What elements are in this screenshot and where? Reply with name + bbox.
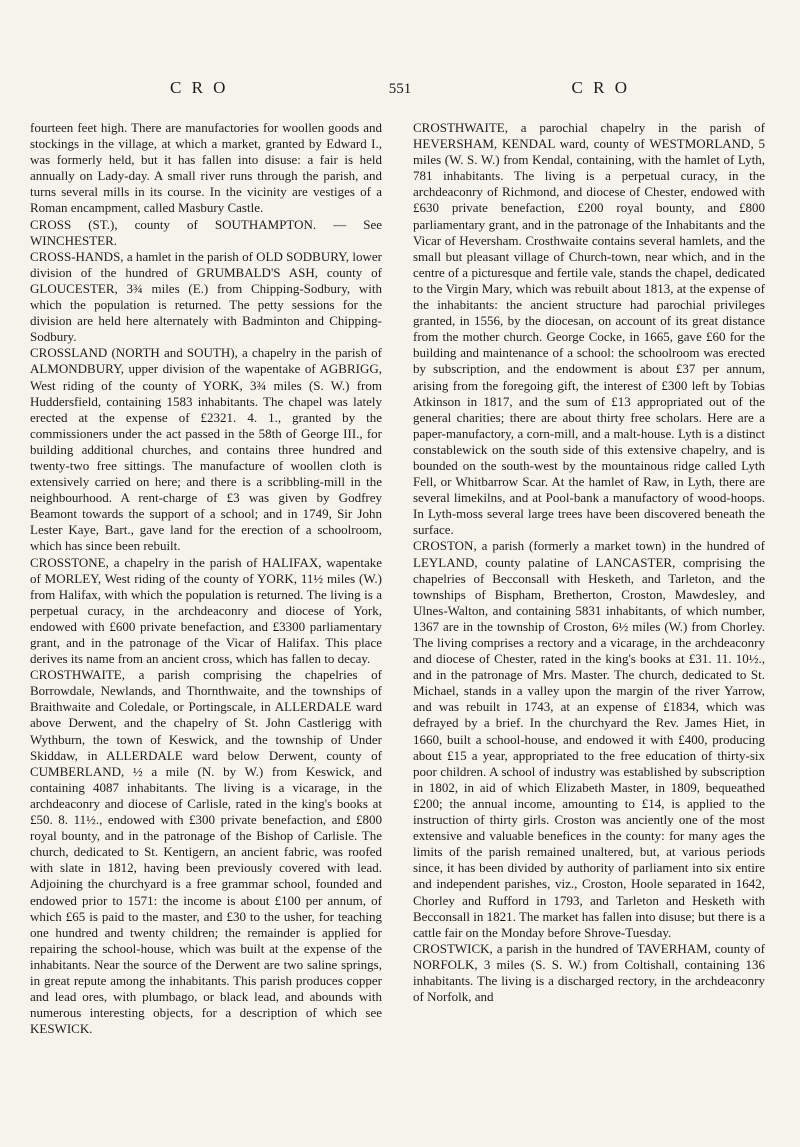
right-entry-2: CROSTON, a parish (formerly a market town) in the hundred of LEYLAND, county palatine of LANCASTER, comprising the chapelries of Becconsall with Hesketh, and Tarleton, and the townships of Bispham, Bretherton, Croston, Mawdesley, and Ulnes-Walton, and containing 5831 inhabitants, of which number, 1367 are in the township of Croston, 6½ miles (W.) from Chorley. The living comprises a rectory and a vicarage, in the archdeaconry and diocese of Chester, rated in the king's books at £31. 11. 10½., and in the patronage of Mrs. Master. The church, dedicated to St. Michael, stands in a valley upon the margin of the river Yarrow, and was rebuilt in 1743, at an expense of £1834, which was defrayed by a brief. In the churchyard the Rev. James Hiet, in 1660, built a school-house, and endowed it with £400, producing about £15 a year, appropriated to the free education of thirty-six poor children. A school of industry was established by subscription in 1802, in aid of which Elizabeth Master, in 1809, bequeathed £200; the annual income, amounting to £14, is applied to the instruction of thirty girls. Croston was anciently one of the most extensive and valuable benefices in the county: for many ages the limits of the parish remained unaltered, but, at various periods since, it has been divided by authority of parliament into six entire and independent parishes, viz., Croston, Hoole separated in 1642, Chorley and Rufford in 1793, and Tarleton and Hesketh with Becconsall in 1821. The market has fallen into disuse; but there is a cattle fair on the Monday before Shrove-Tuesday. <box>413 538 765 940</box>
header-left-word: C R O <box>170 78 229 97</box>
left-entry-1: fourteen feet high. There are manufactories for woollen goods and stockings in the village, at which a market, granted by Edward I., was formerly held, but it has fallen into disuse: a fair is held annually on Lady-day. A small river runs through the parish, and turns several mills in its course. In the vicinity are vestiges of a Roman encampment, called Masbury Castle. <box>30 120 382 216</box>
running-header <box>170 78 630 100</box>
right-entry-3: CROSTWICK, a parish in the hundred of TAVERHAM, county of NORFOLK, 3 miles (S. S. W.) from Coltishall, containing 136 inhabitants. The living is a discharged rectory, in the archdeaconry of Norfolk, and <box>413 940 765 1005</box>
left-column <box>30 120 382 1037</box>
left-entry-3: CROSS-HANDS, a hamlet in the parish of OLD SODBURY, lower division of the hundred of GRUMBALD'S ASH, county of GLOUCESTER, 3¾ miles (E.) from Chipping-Sodbury, with which the population is returned. The petty sessions for the division are held here alternately with Badminton and Chipping-Sodbury. <box>30 248 382 345</box>
right-entry-1: CROSTHWAITE, a parochial chapelry in the parish of HEVERSHAM, KENDAL ward, county of WESTMORLAND, 5 miles (W. S. W.) from Kendal, containing, with the hamlet of Lyth, 781 inhabitants. The living is a perpetual curacy, in the archdeaconry of Richmond, and diocese of Chester, endowed with £630 private benefaction, £200 royal bounty, and £800 parliamentary grant, and in the patronage of the Inhabitants and the Vicar of Heversham. Crosthwaite contains several hamlets, and the small but pleasant village of Church-town, near which, and in the centre of a picturesque and fertile vale, stands the chapel, dedicated to the Virgin Mary, which was rebuilt about 1813, at the expense of the inhabitants: the ancient structure had parochial privileges granted, in 1556, by the diocesan, on account of its great distance from the mother church. George Cocke, in 1665, gave £60 for the building and maintenance of a school: the schoolroom was erected by subscription, and the endowment is about £37 per annum, arising from the foregoing gift, the interest of £300 left by Tobias Atkinson in 1817, and the sum of £13 appropriated out of the general charities; there are about thirty free scholars. Here are a paper-manufactory, a corn-mill, and a malt-house. Lyth is a distinct constablewick on the south side of this extensive chapelry, and is bounded on the south-west by the mountainous ridge called Lyth Fell, or Whitbarrow Scar. At the hamlet of Raw, in Lyth, there are several limekilns, and at Pool-bank a manufactory of wood-hoops. In Lyth-moss several large trees have been discovered beneath the surface. <box>413 120 765 538</box>
left-entry-6: CROSTHWAITE, a parish comprising the chapelries of Borrowdale, Newlands, and Thornthwaite, and the townships of Braithwaite and Coledale, or Portingscale, in ALLERDALE ward above Derwent, and the chapelry of St. John Castlerigg with Wythburn, the town of Keswick, and the township of Under Skiddaw, in ALLERDALE ward below Derwent, county of CUMBERLAND, ½ a mile (N. by W.) from Keswick, and containing 4087 inhabitants. The living is a vicarage, in the archdeaconry and diocese of Carlisle, rated in the king's books at £50. 8. 11½., endowed with £300 private benefaction, and £800 royal bounty, and in the patronage of the Bishop of Carlisle. The church, dedicated to St. Kentigern, an ancient fabric, was roofed with slate in 1812, having been previously covered with lead. Adjoining the churchyard is a free grammar school, founded and endowed prior to 1571: the income is about £100 per annum, of which £65 is paid to the master, and £30 to the usher, for teaching one hundred and twenty children; the remainder is applied for repairing the school-house, which was built at the expense of the inhabitants. Near the source of the Derwent are two saline springs, in great repute among the inhabitants. This parish produces copper and lead ores, with plumbago, or black lead, and abounds with numerous interesting objects, for a description of which see KESWICK. <box>30 667 382 1037</box>
header-right-word: C R O <box>571 78 630 97</box>
left-entry-5: CROSSTONE, a chapelry in the parish of HALIFAX, wapentake of MORLEY, West riding of the county of YORK, 11½ miles (W.) from Halifax, with which the population is returned. The living is a perpetual curacy, in the archdeaconry and diocese of York, endowed with £600 private benefaction, and £3300 parliamentary grant, and in the patronage of the Vicar of Halifax. This place derives its name from an ancient cross, which has fallen to decay. <box>30 554 382 667</box>
right-column <box>413 120 765 1005</box>
left-entry-2: CROSS (ST.), county of SOUTHAMPTON. — See WINCHESTER. <box>30 216 382 248</box>
page-number: 551 <box>388 81 412 97</box>
left-entry-4: CROSSLAND (NORTH and SOUTH), a chapelry in the parish of ALMONDBURY, upper division of the wapentake of AGBRIGG, West riding of the county of YORK, 3¾ miles (S. W.) from Huddersfield, containing 1583 inhabitants. The chapel was lately erected at the expense of £2321. 4. 1., granted by the commissioners under the act passed in the 58th of George III., for building additional churches, and contains three hundred and twenty-two free sittings. The manufacture of woollen cloth is extensively carried on here; and there is a scribbling-mill in the neighbourhood. A rent-charge of £3 was given by Godfrey Beamont towards the support of a school; and in 1749, Sir John Lester Kaye, Bart., gave land for the erection of a schoolroom, which has since been rebuilt. <box>30 345 382 554</box>
